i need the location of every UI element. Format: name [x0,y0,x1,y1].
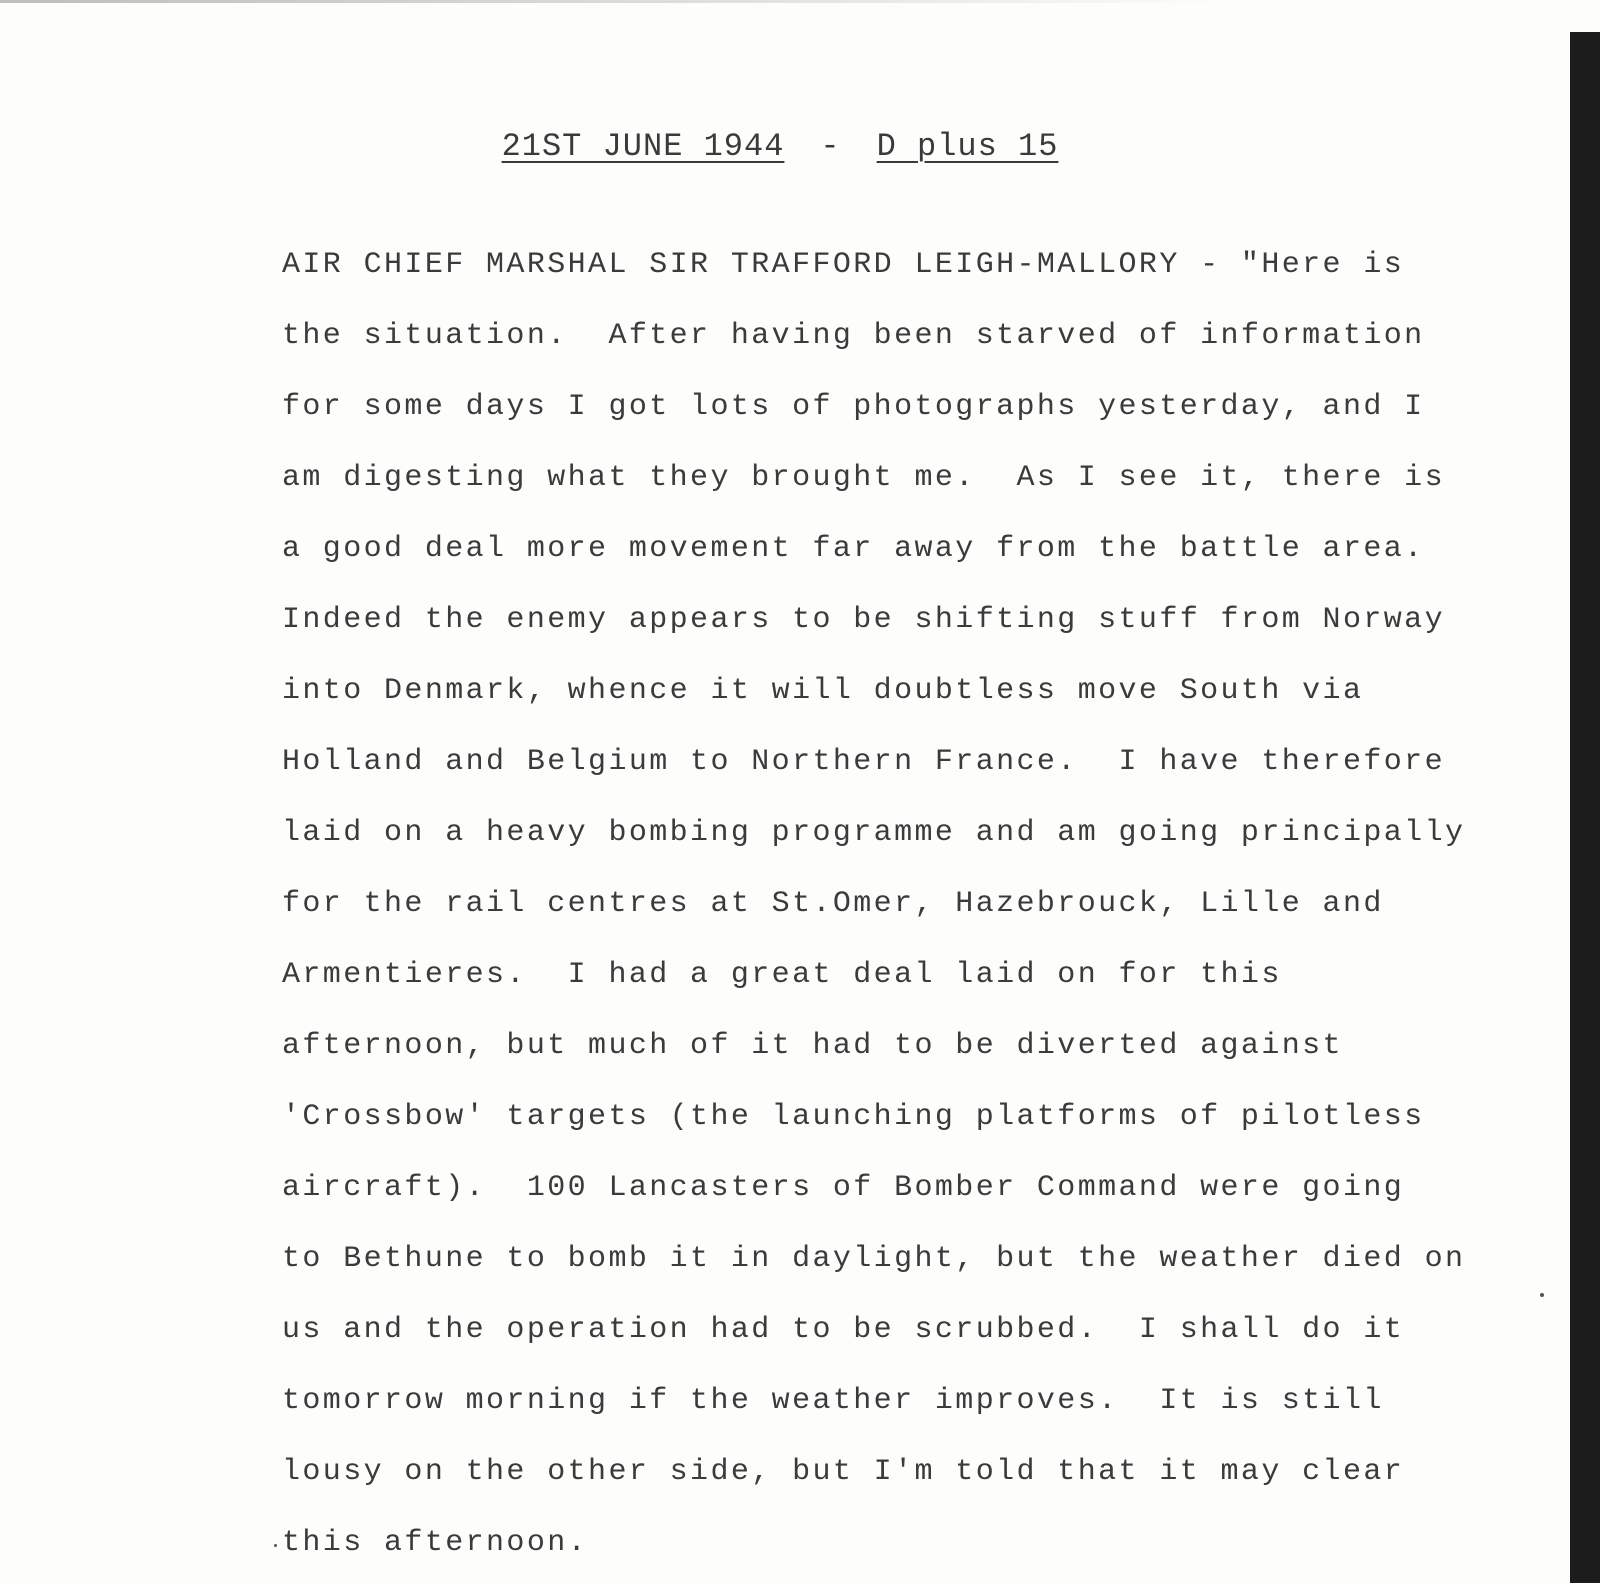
ink-speck [1540,1293,1544,1297]
title-day: D plus 15 [876,128,1059,165]
text-line: Holland and Belgium to Northern France. I have therefore [282,745,1445,779]
text-line: us and the operation had to be scrubbed. I shall do it [282,1313,1405,1347]
text-line: Armentieres. I had a great deal laid on for this [282,958,1282,992]
text-line: 'Crossbow' targets (the launching platforms of pilotless [282,1100,1425,1134]
ink-speck [274,1544,277,1547]
body-paragraph [282,230,1522,1579]
title-date: 21ST JUNE 1944 [501,128,785,165]
text-line: into Denmark, whence it will doubtless move South via [282,674,1364,708]
text-line: the situation. After having been starved of information [282,319,1425,353]
text-line: to Bethune to bomb it in daylight, but the weather died on [282,1242,1466,1276]
scan-right-edge [1570,32,1600,1583]
text-line: AIR CHIEF MARSHAL SIR TRAFFORD LEIGH-MALLORY - "Here is [282,248,1405,282]
text-line: a good deal more movement far away from the battle area. [282,532,1425,566]
scan-top-edge [0,0,1230,3]
text-line: am digesting what they brought me. As I see it, there is [282,461,1445,495]
title-separator: - [820,128,841,165]
text-line: this afternoon. [282,1526,589,1560]
text-line: tomorrow morning if the weather improves. It is still [282,1384,1384,1418]
text-line: Indeed the enemy appears to be shifting stuff from Norway [282,603,1445,637]
text-line: lousy on the other side, but I'm told that it may clear [282,1455,1405,1489]
text-line: for the rail centres at St.Omer, Hazebrouck, Lille and [282,887,1384,921]
text-line: aircraft). 100 Lancasters of Bomber Command were going [282,1171,1405,1205]
text-line: afternoon, but much of it had to be diverted against [282,1029,1343,1063]
text-line: for some days I got lots of photographs yesterday, and I [282,390,1425,424]
document-title [0,128,1560,165]
text-line: laid on a heavy bombing programme and am going principally [282,816,1466,850]
